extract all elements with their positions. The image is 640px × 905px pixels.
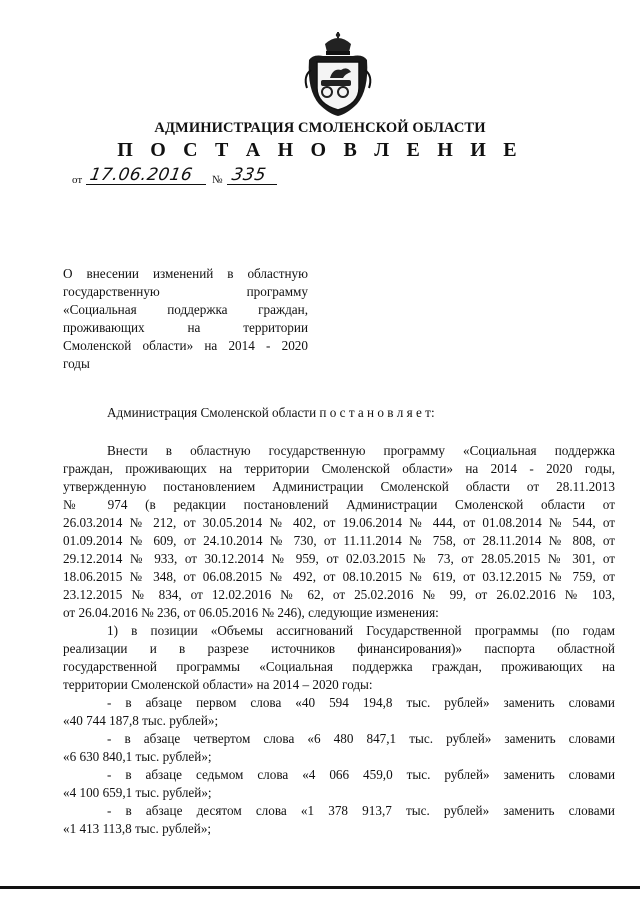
subject-line: государственную программу [63,284,308,299]
body-line: утвержденную постановлением Администрации Смоленской области от 28.11.2013 [63,479,615,494]
body-line: 1) в позиции «Объемы ассигнований Государственной программы (по годам [107,623,615,638]
body-line: 23.12.2015 № 834, от 12.02.2016 № 62, от 25.02.2016 № 99, от 26.02.2016 № 103, [63,587,615,602]
body-line: 18.06.2015 № 348, от 06.08.2015 № 492, от 08.10.2015 № 619, от 03.12.2015 № 759, от [63,569,615,584]
body-line: «4 100 659,1 тыс. рублей»; [63,785,212,800]
body-line: 26.03.2014 № 212, от 30.05.2014 № 402, от 19.06.2014 № 444, от 01.08.2014 № 544, от [63,515,615,530]
body-line: Внести в областную государственную программу «Социальная поддержка [107,443,615,458]
body-line: «1 413 113,8 тыс. рублей»; [63,821,212,836]
body-line: - в абзаце седьмом слова «4 066 459,0 тыс. рублей» заменить словами [107,767,615,782]
bottom-scan-edge [0,886,640,889]
date-handwritten: 17.06.2016 [88,165,195,185]
document-body [63,442,615,838]
document-type-title: П О С Т А Н О В Л Е Н И Е [117,139,523,161]
body-line: от 26.04.2016 № 236, от 06.05.2016 № 246), следующие изменения: [63,605,439,620]
body-line: «40 744 187,8 тыс. рублей»; [63,713,219,728]
body-line: 01.09.2014 № 609, от 24.10.2014 № 730, от 11.11.2014 № 758, от 28.11.2014 № 808, от [63,533,615,548]
body-line: реализации и в разрезе источников финансирования)» паспорта областной [63,641,615,656]
document-subject [63,265,308,373]
organization-name: АДМИНИСТРАЦИЯ СМОЛЕНСКОЙ ОБЛАСТИ [154,120,486,136]
body-line: - в абзаце четвертом слова «6 480 847,1 тыс. рублей» заменить словами [107,731,615,746]
body-line: № 974 (в редакции постановлений Администрации Смоленской области от [63,497,615,512]
body-line: государственной программы «Социальная поддержка граждан, проживающих на [63,659,615,674]
subject-line: годы [63,356,90,371]
date-prefix: от [72,174,83,186]
decree-statement: Администрация Смоленской области п о с т а н о в л я е т: [107,405,435,420]
date-number-line [72,166,332,190]
number-handwritten: 335 [230,165,268,185]
number-prefix: № [212,174,223,186]
subject-line: Смоленской области» на 2014 - 2020 [63,338,308,353]
body-line: «6 630 840,1 тыс. рублей»; [63,749,212,764]
subject-line: проживающих на территории [63,320,308,335]
subject-line: «Социальная поддержка граждан, [63,302,308,317]
body-line: 29.12.2014 № 933, от 30.12.2014 № 959, от 02.03.2015 № 73, от 28.05.2015 № 301, от [63,551,615,566]
body-line: - в абзаце первом слова «40 594 194,8 тыс. рублей» заменить словами [107,695,615,710]
body-line: - в абзаце десятом слова «1 378 913,7 тыс. рублей» заменить словами [107,803,615,818]
body-line: территории Смоленской области» на 2014 – 2020 годы: [63,677,373,692]
body-line: граждан, проживающих на территории Смоленской области» на 2014 - 2020 годы, [63,461,615,476]
coat-of-arms-emblem [297,30,379,118]
subject-line: О внесении изменений в областную [63,266,308,281]
